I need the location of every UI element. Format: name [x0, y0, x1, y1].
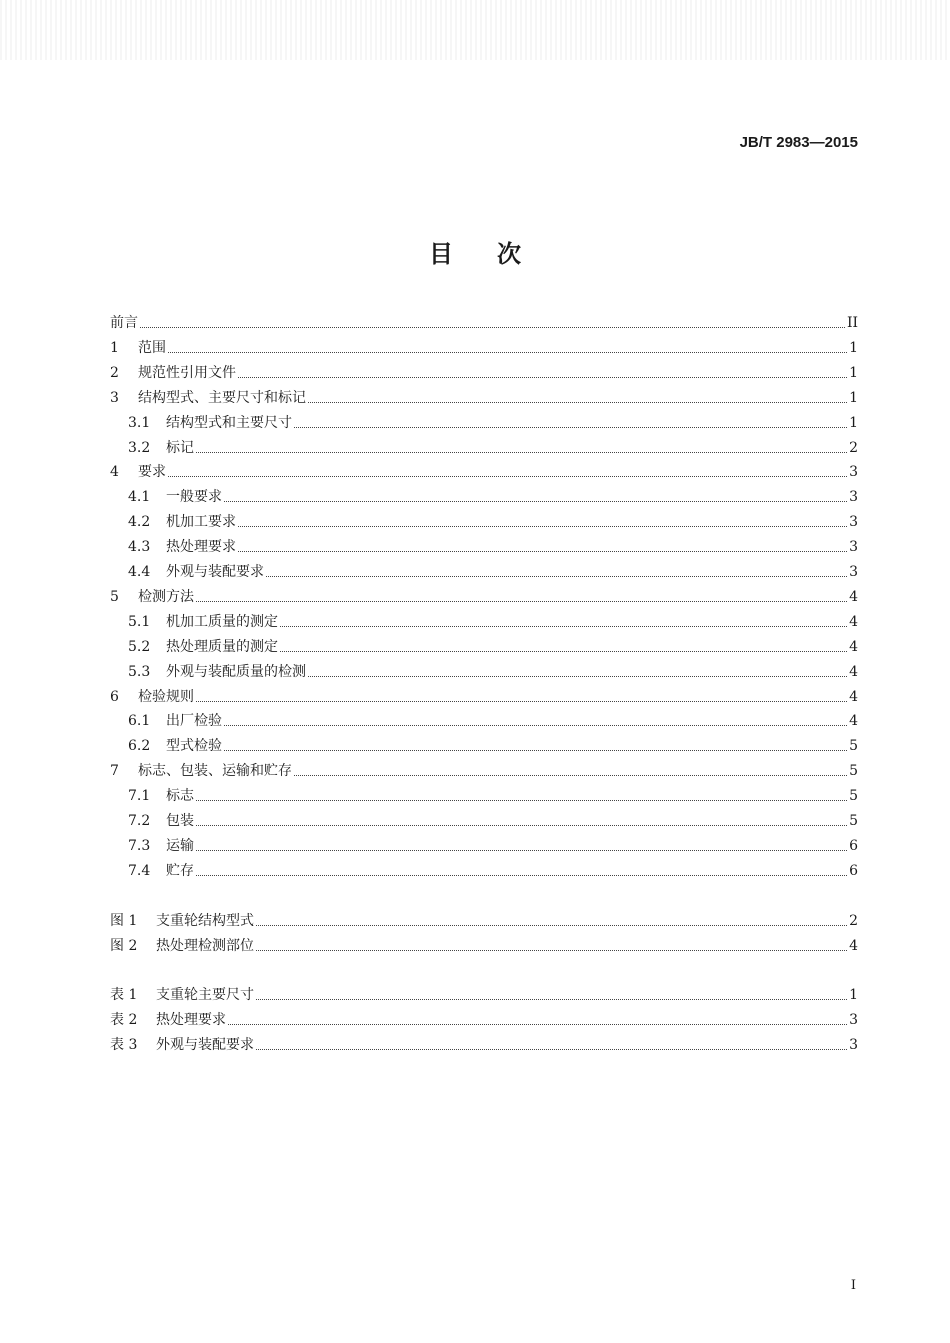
dot-leader: [238, 551, 847, 552]
toc-entry-page: 3: [849, 539, 858, 556]
dot-leader: [308, 676, 847, 677]
toc-entry-page: 6: [849, 862, 858, 879]
toc-entry-number: 4: [110, 464, 119, 481]
toc-entry-title: 热处理质量的测定: [166, 638, 278, 655]
toc-entry-title: 支重轮主要尺寸: [156, 987, 254, 1004]
toc-entry-title: 外观与装配要求: [156, 1037, 254, 1054]
toc-entry-title: 运输: [166, 837, 194, 854]
toc-entry[interactable]: [110, 836, 858, 856]
toc-entry-page: 3: [849, 464, 858, 481]
toc-entry-page: 1: [849, 414, 858, 431]
toc-entry-title: 检测方法: [138, 588, 194, 605]
toc-entry[interactable]: [110, 562, 858, 582]
toc-entry-title: 热处理要求: [166, 539, 236, 556]
toc-entry[interactable]: [110, 363, 858, 383]
toc-entry-page: 4: [849, 613, 858, 630]
toc-entry-page: 4: [849, 713, 858, 730]
toc-entry-number: 5.1: [128, 613, 151, 630]
toc-entry[interactable]: [110, 911, 858, 931]
toc-entry[interactable]: [110, 985, 858, 1005]
scan-noise: [0, 0, 950, 60]
dot-leader: [238, 526, 847, 527]
toc-entry-number: 5.3: [128, 663, 151, 680]
toc-entry-title: 包装: [166, 813, 194, 829]
dot-leader: [238, 377, 847, 378]
dot-leader: [294, 775, 847, 776]
toc-entry-number: 5: [110, 588, 119, 605]
toc-entry[interactable]: [110, 612, 858, 632]
dot-leader: [196, 601, 847, 602]
toc-entry-page: 4: [849, 663, 858, 680]
toc-entry-number: 图 2: [110, 937, 138, 954]
toc-entry-number: 6: [110, 688, 119, 705]
toc-entry-page: 1: [849, 339, 858, 356]
dot-leader: [266, 576, 847, 577]
toc-entry-title: 结构型式、主要尺寸和标记: [138, 389, 306, 406]
toc-entry[interactable]: [110, 587, 858, 607]
toc-entry-title: 外观与装配要求: [166, 564, 264, 580]
dot-leader: [280, 626, 847, 627]
toc-entry[interactable]: [110, 462, 858, 482]
toc-entry-page: 3: [849, 1012, 858, 1029]
toc-entry-number: 表 1: [110, 987, 138, 1004]
dot-leader: [168, 352, 847, 353]
toc-entry-title: 检验规则: [138, 688, 194, 705]
toc-entry-title: 要求: [138, 464, 166, 481]
toc-entry-page: 1: [849, 987, 858, 1004]
toc-entry[interactable]: [110, 413, 858, 433]
dot-leader: [196, 825, 847, 826]
toc-entry-number: 3.1: [128, 414, 151, 431]
toc-entry-title: 贮存: [166, 862, 194, 879]
dot-leader: [256, 950, 847, 951]
toc-entry[interactable]: [110, 388, 858, 408]
toc-entry-page: 3: [849, 1037, 858, 1054]
toc-entry-title: 支重轮结构型式: [156, 912, 254, 929]
dot-leader: [308, 402, 847, 403]
toc-entry-number: 7.2: [128, 813, 151, 829]
standard-code: JB/T 2983—2015: [739, 134, 858, 151]
dot-leader: [256, 1049, 847, 1050]
toc-entry-number: 图 1: [110, 912, 138, 929]
toc-entry[interactable]: [110, 487, 858, 507]
dot-leader: [196, 875, 847, 876]
footer-page-number: I: [850, 1278, 856, 1293]
dot-leader: [256, 925, 847, 926]
toc-entry-title: 外观与装配质量的检测: [166, 663, 306, 680]
toc-entry-page: 4: [849, 588, 858, 605]
toc-entry-number: 表 2: [110, 1012, 138, 1029]
toc-entry-number: 表 3: [110, 1037, 138, 1054]
toc-entry-page: 3: [849, 564, 858, 580]
toc-entry[interactable]: [110, 637, 858, 657]
dot-leader: [196, 800, 847, 801]
dot-leader: [140, 327, 845, 328]
toc-entry-title: 前言: [110, 315, 138, 331]
toc-entry[interactable]: [110, 438, 858, 458]
toc-entry-title: 出厂检验: [166, 713, 222, 730]
page-title: 目次: [429, 240, 565, 268]
dot-leader: [280, 651, 847, 652]
dot-leader: [224, 725, 847, 726]
dot-leader: [294, 427, 847, 428]
toc-entry-number: 7.1: [128, 788, 151, 805]
toc-entry-number: 4.2: [128, 514, 151, 531]
toc-entry[interactable]: [110, 786, 858, 806]
toc-entry[interactable]: [110, 811, 858, 831]
toc-entry-title: 机加工质量的测定: [166, 613, 278, 630]
toc-entry-number: 6.2: [128, 738, 151, 755]
toc-entry[interactable]: [110, 512, 858, 532]
toc-entry-number: 5.2: [128, 638, 151, 655]
toc-entry-title: 热处理要求: [156, 1012, 226, 1029]
toc-entry-number: 1: [110, 339, 119, 356]
toc-entry[interactable]: [110, 662, 858, 682]
toc-entry[interactable]: [110, 1010, 858, 1030]
toc-entry[interactable]: [110, 861, 858, 881]
toc-entry-page: 5: [849, 813, 858, 829]
toc-entry[interactable]: [110, 761, 858, 781]
toc-entry[interactable]: [110, 537, 858, 557]
toc-entry-page: 5: [849, 738, 858, 755]
toc-entry-title: 型式检验: [166, 738, 222, 755]
toc-entry-page: 6: [849, 837, 858, 854]
toc-entry-page: 2: [849, 912, 858, 929]
toc-entry-number: 4.4: [128, 564, 151, 580]
toc-entry-page: II: [846, 315, 858, 331]
toc-entry-title: 机加工要求: [166, 514, 236, 531]
dot-leader: [196, 850, 847, 851]
dot-leader: [228, 1024, 847, 1025]
toc-entry-number: 2: [110, 364, 119, 381]
toc-entry-title: 标记: [166, 439, 194, 456]
toc-entry[interactable]: [110, 711, 858, 731]
toc-entry[interactable]: [110, 736, 858, 756]
toc-entry-page: 4: [849, 638, 858, 655]
dot-leader: [196, 701, 847, 702]
toc-entry[interactable]: [110, 313, 858, 333]
toc-entry-number: 7.3: [128, 837, 151, 854]
dot-leader: [224, 750, 847, 751]
toc-entry-page: 5: [849, 788, 858, 805]
toc-entry-title: 标志: [166, 788, 194, 805]
toc-entry-title: 规范性引用文件: [138, 364, 236, 381]
toc-entry-title: 标志、包装、运输和贮存: [138, 763, 292, 780]
dot-leader: [196, 452, 847, 453]
toc-entry-title: 结构型式和主要尺寸: [166, 414, 292, 431]
toc-entry-number: 3.2: [128, 439, 151, 456]
toc-entry-number: 6.1: [128, 713, 151, 730]
toc-entry-page: 5: [849, 763, 858, 780]
dot-leader: [168, 476, 847, 477]
toc-entry[interactable]: [110, 936, 858, 956]
toc-entry-page: 2: [849, 439, 858, 456]
dot-leader: [256, 999, 847, 1000]
toc-entry-number: 3: [110, 389, 119, 406]
toc-entry-title: 一般要求: [166, 489, 222, 506]
toc-entry[interactable]: [110, 338, 858, 358]
toc-entry-number: 7: [110, 763, 119, 780]
toc-entry-page: 1: [849, 389, 858, 406]
toc-entry-title: 范围: [138, 339, 166, 356]
toc-entry-title: 热处理检测部位: [156, 937, 254, 954]
toc-entry-number: 4.1: [128, 489, 151, 506]
toc-entry-number: 4.3: [128, 539, 151, 556]
toc-entry[interactable]: [110, 1035, 858, 1055]
toc-entry-page: 3: [849, 514, 858, 531]
toc-entry-page: 1: [849, 364, 858, 381]
toc-entry[interactable]: [110, 687, 858, 707]
toc-entry-page: 4: [849, 937, 858, 954]
dot-leader: [224, 501, 847, 502]
toc-entry-number: 7.4: [128, 862, 151, 879]
toc-entry-page: 3: [849, 489, 858, 506]
toc-entry-page: 4: [849, 688, 858, 705]
